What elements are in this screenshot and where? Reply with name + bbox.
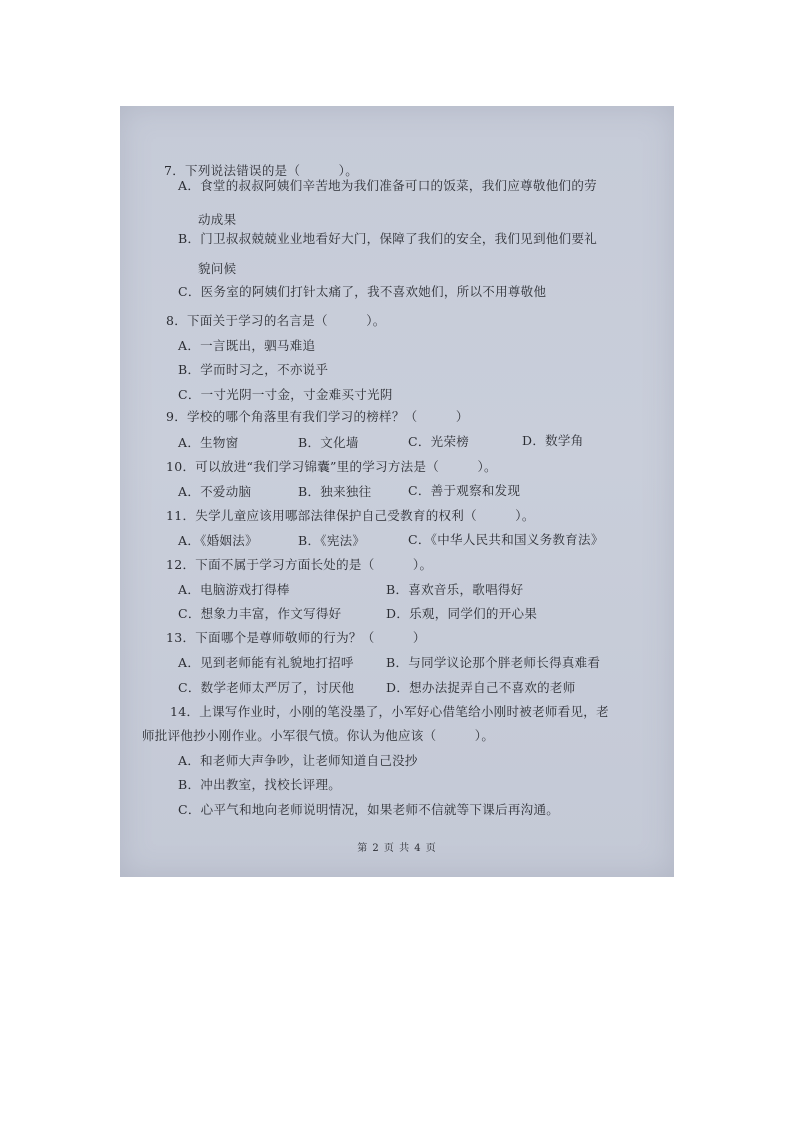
question-11-option-a: A．《婚姻法》 — [178, 533, 258, 548]
question-9-option-d: D．数学角 — [522, 433, 584, 448]
question-10-option-c: C．善于观察和发现 — [408, 483, 521, 498]
question-7-option-c: C．医务室的阿姨们打针太痛了，我不喜欢她们，所以不用尊敬他 — [178, 284, 547, 299]
question-7-option-b: B．门卫叔叔兢兢业业地看好大门，保障了我们的安全，我们见到他们要礼 — [178, 231, 598, 246]
question-12-option-c: C．想象力丰富，作文写得好 — [178, 606, 342, 621]
question-8-option-a: A．一言既出，驷马难追 — [178, 338, 316, 353]
question-12-stem: 12．下面不属于学习方面长处的是（ ）。 — [166, 557, 433, 572]
question-12-option-a: A．电脑游戏打得棒 — [178, 582, 290, 597]
question-12-option-b: B．喜欢音乐，歌唱得好 — [386, 582, 524, 597]
question-14-stem-cont: 师批评他抄小刚作业。小军很气愤。你认为他应该（ ）。 — [142, 728, 495, 743]
question-9-option-b: B．文化墙 — [298, 435, 359, 450]
question-9-option-a: A．生物窗 — [178, 435, 239, 450]
question-14-option-a: A．和老师大声争吵，让老师知道自己没抄 — [178, 753, 418, 768]
question-8-option-c: C．一寸光阴一寸金，寸金难买寸光阴 — [178, 387, 393, 402]
question-7-option-b-cont: 貌问候 — [198, 261, 237, 276]
question-14-stem: 14．上课写作业时，小刚的笔没墨了，小军好心借笔给小刚时被老师看见，老 — [170, 704, 609, 719]
question-14-option-b: B．冲出教室，找校长评理。 — [178, 777, 342, 792]
question-9-option-c: C．光荣榜 — [408, 434, 470, 449]
page-number: 第 2 页 共 4 页 — [357, 843, 437, 854]
question-13-option-d: D．想办法捉弄自己不喜欢的老师 — [386, 680, 576, 695]
question-13-stem: 13．下面哪个是尊师敬师的行为？（ ） — [166, 630, 426, 645]
question-11-option-b: B．《宪法》 — [298, 533, 366, 548]
question-12-option-d: D．乐观，同学们的开心果 — [386, 606, 538, 621]
question-7-stem: 7．下列说法错误的是（ ）。 — [164, 163, 359, 178]
question-13-option-c: C．数学老师太严厉了，讨厌他 — [178, 680, 355, 695]
question-8-stem: 8．下面关于学习的名言是（ ）。 — [166, 313, 386, 328]
question-10-option-b: B．独来独往 — [298, 484, 372, 499]
question-11-option-c: C．《中华人民共和国义务教育法》 — [408, 532, 604, 547]
question-8-option-b: B．学而时习之，不亦说乎 — [178, 362, 329, 377]
question-13-option-a: A．见到老师能有礼貌地打招呼 — [178, 655, 354, 670]
question-14-option-c: C．心平气和地向老师说明情况，如果老师不信就等下课后再沟通。 — [178, 802, 560, 817]
question-7-option-a: A．食堂的叔叔阿姨们辛苦地为我们准备可口的饭菜，我们应尊敬他们的劳 — [178, 178, 597, 193]
question-7-option-a-cont: 动成果 — [198, 212, 237, 227]
question-10-option-a: A．不爱动脑 — [178, 484, 252, 499]
question-10-stem: 10．可以放进“我们学习锦囊”里的学习方法是（ ）。 — [166, 459, 497, 474]
exam-page — [120, 106, 674, 877]
question-11-stem: 11．失学儿童应该用哪部法律保护自己受教育的权利（ ）。 — [166, 508, 535, 523]
question-13-option-b: B．与同学议论那个胖老师长得真难看 — [386, 655, 601, 670]
question-9-stem: 9．学校的哪个角落里有我们学习的榜样？（ ） — [166, 409, 469, 424]
